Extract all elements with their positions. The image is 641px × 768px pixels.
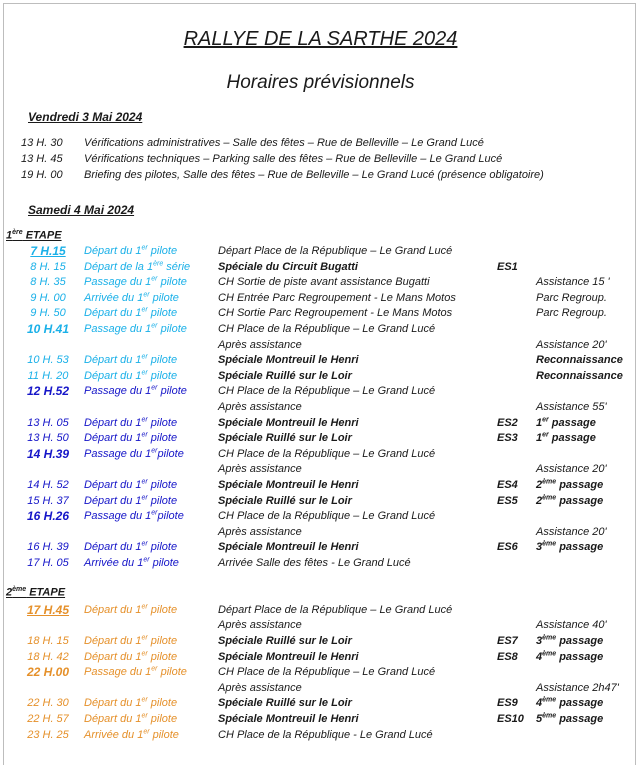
row-location: Après assistance [218,526,302,538]
row-note: Reconnaissance [536,370,623,382]
row-note: 4ème passage [536,650,604,663]
row-activity: Passage du 1er pilote [84,275,187,288]
row-location: Spéciale Ruillé sur le Loir [218,370,352,382]
row-es-number: ES9 [497,697,518,709]
row-time: 8 H. 15 [30,261,66,273]
row-note: Assistance 20' [536,339,607,351]
schedule-row [0,525,641,540]
schedule-row [0,275,641,290]
row-activity: Passage du 1er pilote [84,384,187,397]
row-time: 16 H. 39 [27,541,69,553]
row-time: 15 H. 37 [27,495,69,507]
row-location: Spéciale Montreuil le Henri [218,354,359,366]
row-activity: Départ de la 1ère série [84,260,191,273]
row-activity: Départ du 1er pilote [84,696,178,709]
friday-heading: Vendredi 3 Mai 2024 [28,110,143,124]
friday-item-time: 19 H. 00 [21,169,63,181]
row-note: Assistance 2h47' [536,682,619,694]
friday-item-text: Vérifications techniques – Parking salle des fêtes – Rue de Belleville – Le Grand Lucé [84,153,503,165]
row-es-number: ES10 [497,713,524,725]
schedule-row [0,478,641,493]
saturday-heading: Samedi 4 Mai 2024 [28,203,135,217]
row-location: Spéciale Montreuil le Henri [218,541,359,553]
etape-2-heading: 2ème ETAPE [6,586,66,599]
row-activity: Arrivée du 1er pilote [84,728,179,741]
row-time: 10 H.41 [26,322,70,336]
row-time: 13 H. 05 [27,417,69,429]
row-activity: Passage du 1er pilote [84,322,187,335]
schedule-row [0,728,641,743]
row-time: 14 H.39 [26,447,70,461]
row-note: 1er passage [536,416,596,429]
row-location: CH Entrée Parc Regroupement - Le Mans Motos [218,292,456,304]
row-note: Assistance 20' [536,463,607,475]
row-note: Assistance 15 ' [536,276,610,288]
row-location: CH Place de la République – Le Grand Lucé [218,385,436,397]
row-location: Après assistance [218,401,302,413]
row-location: CH Sortie de piste avant assistance Bugatti [218,276,430,288]
row-location: Arrivée Salle des fêtes - Le Grand Lucé [218,557,411,569]
row-location: Spéciale du Circuit Bugatti [218,261,358,273]
schedule-row [0,540,641,555]
row-time: 22 H. 57 [27,713,69,725]
row-note: 2ème passage [536,494,604,507]
schedule-row [0,712,641,727]
schedule-row [0,634,641,649]
row-time: 17 H. 05 [27,557,69,569]
row-activity: Départ du 1er pilote [84,353,178,366]
schedule-row [0,509,641,524]
row-activity: Départ du 1er pilote [84,603,178,616]
row-time: 9 H. 50 [30,307,66,319]
row-es-number: ES1 [497,261,518,273]
row-note: Parc Regroup. [536,292,607,304]
row-location: Spéciale Ruillé sur le Loir [218,432,352,444]
schedule-row [0,369,641,384]
schedule-row [0,696,641,711]
row-activity: Passage du 1er pilote [84,665,187,678]
row-location: Spéciale Ruillé sur le Loir [218,495,352,507]
row-location: Spéciale Montreuil le Henri [218,417,359,429]
schedule-row [0,462,641,477]
row-location: Après assistance [218,463,302,475]
row-location: CH Sortie Parc Regroupement - Le Mans Motos [218,307,453,319]
row-location: Spéciale Montreuil le Henri [218,713,359,725]
row-time: 10 H. 53 [27,354,69,366]
schedule-row [0,447,641,462]
schedule-row [0,494,641,509]
schedule-row [0,431,641,446]
schedule-row [0,384,641,399]
friday-item-time: 13 H. 45 [21,153,63,165]
row-note: 3ème passage [536,540,604,553]
row-time: 11 H. 20 [27,370,69,382]
row-time: 22 H.00 [26,665,70,679]
row-activity: Départ du 1er pilote [84,540,178,553]
row-note: Parc Regroup. [536,307,607,319]
page-subtitle: Horaires prévisionnels [226,72,415,93]
row-time: 23 H. 25 [27,729,69,741]
row-location: Spéciale Ruillé sur le Loir [218,697,352,709]
row-note: 2ème passage [536,478,604,491]
row-location: Spéciale Montreuil le Henri [218,479,359,491]
row-activity: Départ du 1er pilote [84,650,178,663]
row-time: 7 H.15 [30,244,66,258]
row-time: 22 H. 30 [27,697,69,709]
schedule-row [0,306,641,321]
row-activity: Départ du 1er pilote [84,369,178,382]
row-note: 1er passage [536,431,596,444]
row-location: CH Place de la République – Le Grand Lucé [218,666,436,678]
schedule-row [0,650,641,665]
schedule-row [0,260,641,275]
row-activity: Départ du 1er pilote [84,244,178,257]
row-activity: Départ du 1er pilote [84,494,178,507]
page-title: RALLYE DE LA SARTHE 2024 [183,28,458,50]
row-note: 3ème passage [536,634,604,647]
schedule-row [0,400,641,415]
row-note: 5ème passage [536,712,604,725]
row-es-number: ES8 [497,651,518,663]
row-activity: Passage du 1erpilote [84,509,184,522]
etape-1-heading: 1ère ETAPE [6,229,62,242]
row-time: 18 H. 15 [27,635,69,647]
row-activity: Passage du 1erpilote [84,447,184,460]
friday-item-text: Vérifications administratives – Salle des fêtes – Rue de Belleville – Le Grand Lucé [84,137,484,149]
row-time: 12 H.52 [26,384,70,398]
row-location: Spéciale Montreuil le Henri [218,651,359,663]
row-location: Départ Place de la République – Le Grand Lucé [218,604,453,616]
row-note: Assistance 55' [536,401,607,413]
schedule-row [0,681,641,696]
row-location: Départ Place de la République – Le Grand Lucé [218,245,453,257]
row-location: CH Place de la République – Le Grand Lucé [218,323,436,335]
row-es-number: ES5 [497,495,518,507]
row-location: Spéciale Ruillé sur le Loir [218,635,352,647]
row-time: 14 H. 52 [27,479,69,491]
schedule-row [0,244,641,259]
row-location: Après assistance [218,682,302,694]
schedule-row [0,338,641,353]
row-activity: Départ du 1er pilote [84,416,178,429]
friday-item-text: Briefing des pilotes, Salle des fêtes – Rue de Belleville – Le Grand Lucé (présence obligatoire) [84,169,544,181]
row-es-number: ES4 [497,479,518,491]
schedule-row [0,556,641,571]
row-activity: Départ du 1er pilote [84,431,178,444]
row-note: Assistance 20' [536,526,607,538]
row-activity: Départ du 1er pilote [84,306,178,319]
schedule-row [0,353,641,368]
friday-item-time: 13 H. 30 [21,137,63,149]
row-activity: Départ du 1er pilote [84,478,178,491]
row-time: 18 H. 42 [27,651,69,663]
row-time: 17 H.45 [26,603,70,617]
schedule-row [0,416,641,431]
row-location: CH Place de la République - Le Grand Lucé [218,729,433,741]
row-activity: Arrivée du 1er pilote [84,556,179,569]
row-es-number: ES2 [497,417,518,429]
schedule-row [0,603,641,618]
row-activity: Départ du 1er pilote [84,634,178,647]
row-time: 16 H.26 [26,509,70,523]
row-time: 8 H. 35 [30,276,66,288]
row-note: Assistance 40' [536,619,607,631]
row-note: Reconnaissance [536,354,623,366]
row-location: Après assistance [218,619,302,631]
row-time: 13 H. 50 [27,432,69,444]
row-location: Après assistance [218,339,302,351]
row-note: 4ème passage [536,696,604,709]
row-activity: Arrivée du 1er pilote [84,291,179,304]
row-location: CH Place de la République – Le Grand Lucé [218,448,436,460]
row-activity: Départ du 1er pilote [84,712,178,725]
row-es-number: ES3 [497,432,518,444]
schedule-row [0,291,641,306]
row-location: CH Place de la République – Le Grand Lucé [218,510,436,522]
schedule-row [0,618,641,633]
schedule-row [0,322,641,337]
row-time: 9 H. 00 [30,292,66,304]
row-es-number: ES7 [497,635,518,647]
row-es-number: ES6 [497,541,518,553]
schedule-row [0,665,641,680]
